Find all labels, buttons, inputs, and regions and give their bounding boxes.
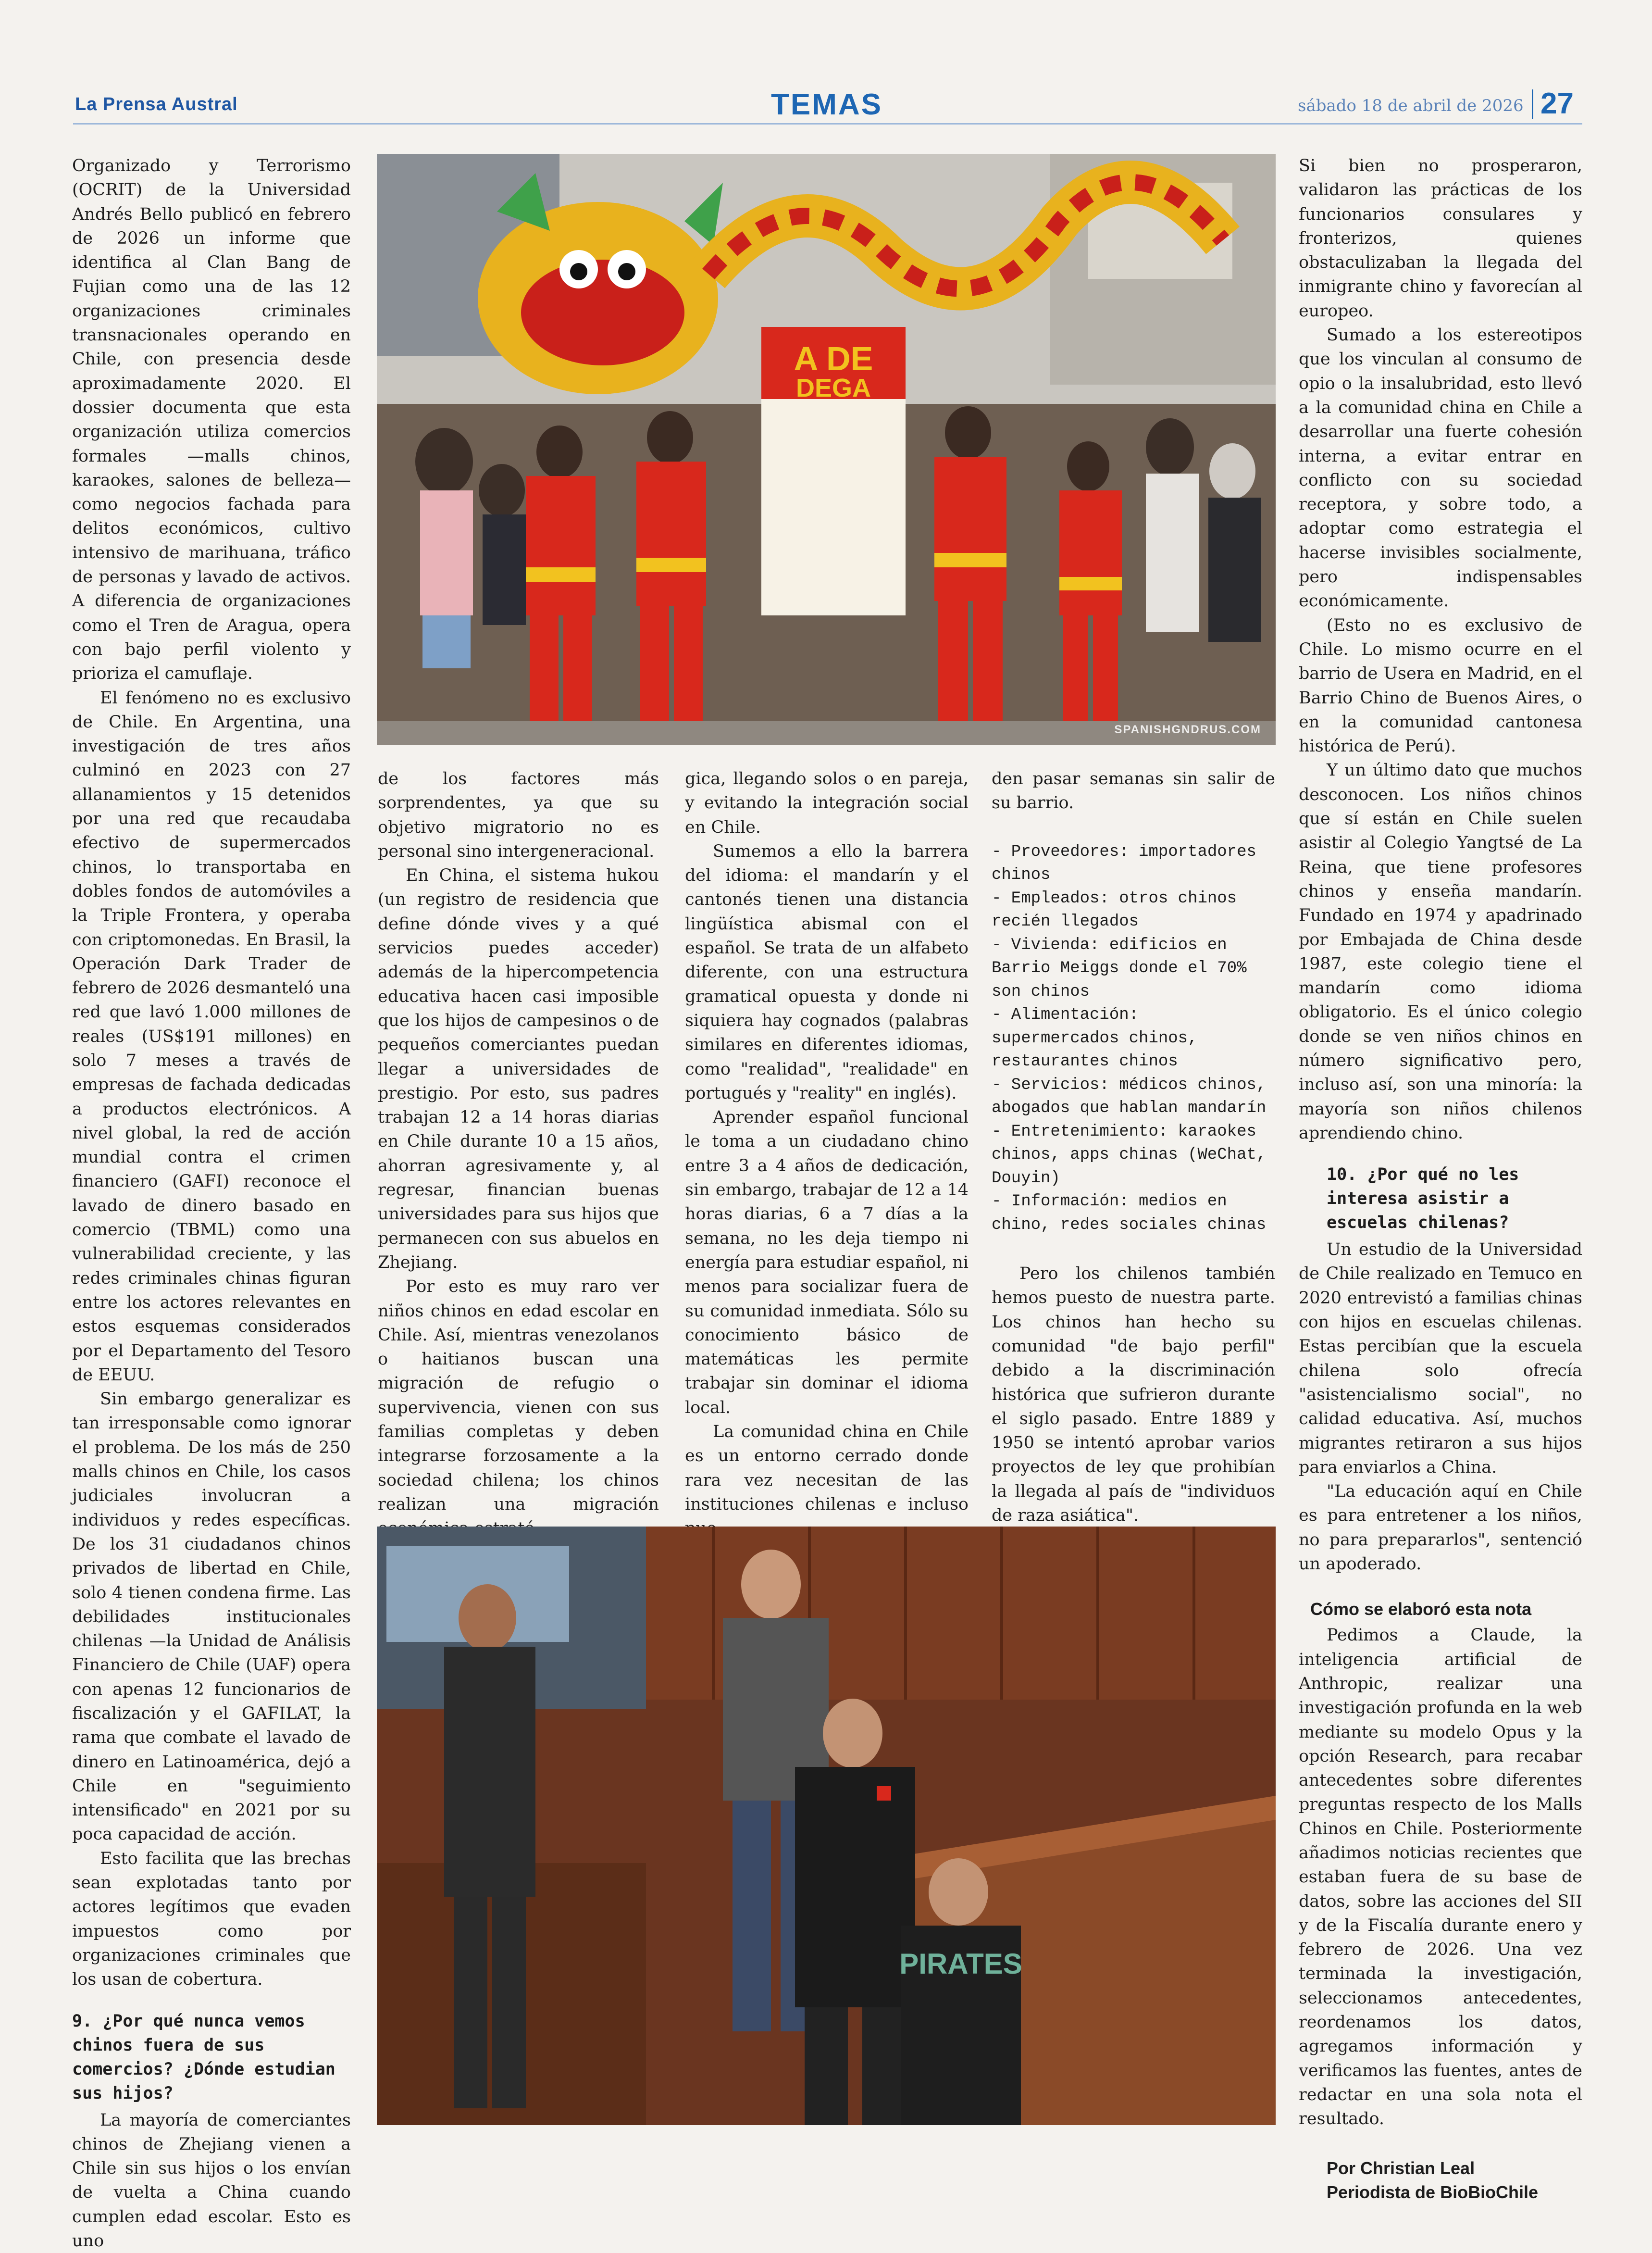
page-number: 27 (1540, 87, 1574, 120)
paragraph: "La educación aquí en Chile es para entretener a los niños, no para prepararlos", sentenció un apoderado. (1299, 1482, 1582, 1574)
paragraph: Sin embargo generalizar es tan irresponsable como ignorar el problema. De los más de 250 malls chinos en Chile, los casos judiciales involucran a individuos y redes específicas. De los 31 ciudadanos chinos privados de libertad en Chile, solo 4 tienen condena firme. Las debilidades institucionales chilenas —la Unidad de Análisis Financiero de Chile (UAF) opera con apenas 12 funcionarios de fiscalización y el GAFILAT, la rama que combate el lavado de dinero en Latinoamérica, dejó a Chile en "seguimiento intensificado" en 2021 por su poca capacidad de acción. (72, 1389, 351, 1844)
community-services-list (992, 840, 1275, 1237)
paragraph: den pasar semanas sin salir de su barrio. (992, 769, 1275, 813)
paragraph: Pero los chilenos también hemos puesto de nuestra parte. Los chinos han hecho su comunidad "de bajo perfil" debido a la discriminación histórica que sufrieron durante el siglo pasado. Entre 1889 y 1950 se intentó aprobar varios proyectos de ley que prohibían la llegada al país de "individuos de raza asiática". (992, 1264, 1275, 1526)
court-scene (377, 1527, 1276, 2125)
column-4 (992, 767, 1275, 1527)
paragraph: Sumado a los estereotipos que los vinculan al consumo de opio o la insalubridad, esto llevó a la comunidad china en Chile a desarrollar una fuerte cohesión interna, a evitar entrar en conflicto con su sociedad receptora, y sobre todo, a adoptar como estrategia el hacerse invisibles socialmente, pero indispensables económicamente. (1299, 325, 1582, 611)
method-box-text: Pedimos a Claude, la inteligencia artificial de Anthropic, realizar una investigación profunda en la web mediante su modelo Opus y la opción Research, para recabar antecedentes sobre diferentes preguntas respecto de los Malls Chinos en Chile. Posteriormente añadimos noticias recientes que estaban fuera de su base de datos, sobre las acciones del SII y de la Fiscalía durante enero y febrero de 2026. Una vez terminada la investigación, seleccionamos antecedentes, reordenamos los datos, agregamos información y verificamos las fuentes, antes de redactar en una sola nota el resultado. (1299, 1626, 1582, 2129)
paragraph: En China, el sistema hukou (un registro de residencia que define dónde vives y a qué servicios puedes acceder) además de la hipercompetencia educativa hacen casi imposible que los hijos de campesinos o de pequeños comerciantes puedan llegar a universidades de prestigio. Por esto, sus padres trabajan 12 a 14 horas diarias en Chile durante 10 a 15 años, ahorran agresivamente y, al regresar, financian buenas universidades para sus hijos que permanecen con sus abuelos en Zhejiang. (378, 866, 659, 1272)
paragraph: Esto facilita que las brechas sean explotadas tanto por actores legítimos que evaden impuestos como por organizaciones criminales que los usan de cobertura. (72, 1849, 351, 1990)
list-item: - Alimentación: supermercados chinos, restaurantes chinos (992, 1006, 1198, 1071)
list-item: - Servicios: médicos chinos, abogados que hablan mandarín (992, 1076, 1267, 1118)
paragraph: de los factores más sorprendentes, ya que su objetivo migratorio no es personal sino intergeneracional. (378, 769, 659, 861)
paragraph: Aprender español funcional le toma a un ciudadano chino entre 3 a 4 años de dedicación, sin embargo, trabajar de 12 a 14 horas diarias, 6 a 7 días a la semana, no les deja tiempo ni energía para estudiar español, ni menos para socializar fuera de su comunidad inmediata. Sólo su conocimiento básico de matemáticas les permite trabajar sin dominar el idioma local. (685, 1108, 969, 1417)
byline-author: Por Christian Leal (1327, 2158, 1475, 2178)
paragraph: Sumemos a ello la barrera del idioma: el mandarín y el cantonés tienen una distancia lingüística abismal con el español. Se trata de un alfabeto diferente, con una estructura gramatical opuesta y donde ni siquiera hay cognados (palabras similares en diferentes idiomas, como "realidad", "realidade" en portugués y "reality" en inglés). (685, 841, 969, 1103)
paragraph: La mayoría de comerciantes chinos de Zhejiang vienen a Chile sin sus hijos o los envían de vuelta a China cuando cumplen edad escolar. Esto es uno (72, 2110, 351, 2251)
shirt-print: PIRATES (899, 1948, 1022, 1980)
column-5 (1299, 154, 1582, 2204)
paragraph: (Esto no es exclusivo de Chile. Lo mismo ocurre en el barrio de Usera en Madrid, en el Barrio Chino de Buenos Aires, o en la comunidad cantonesa histórica de Perú). (1299, 615, 1582, 756)
list-item: - Información: medios en chino, redes sociales chinas (992, 1192, 1267, 1234)
issue-date: sábado 18 de abril de 2026 (1298, 96, 1524, 115)
list-item: - Empleados: otros chinos recién llegados (992, 889, 1237, 931)
list-item: - Entretenimiento: karaokes chinos, apps chinas (WeChat, Douyin) (992, 1122, 1267, 1188)
paragraph: Un estudio de la Universidad de Chile realizado en Temuco en 2020 entrevistó a familias chinas con hijos en escuelas chilenas. Estas percibían que la escuela chilena solo ofrecía "asistencialismo social", no calidad educativa. Así, muchos migrantes retiraron a sus hijos para enviarlos a China. (1299, 1240, 1582, 1477)
paragraph: Y un último dato que muchos desconocen. Los niños chinos que sí están en Chile suelen asistir al Colegio Yangtsé de La Reina, que tiene profesores chinos y enseña mandarín. Fundado en 1974 y apadrinado por Embajada de China desde 1987, este colegio tiene el mandarín como idioma obligatorio. Es el único colegio donde se ven niños chinos en número significativo pero, incluso así, son una minoría: la mayoría son niños chilenos aprendiendo chino. (1299, 761, 1582, 1143)
section-title: TEMAS (771, 88, 882, 121)
festival-scene (377, 154, 1276, 745)
column-1 (72, 154, 351, 2253)
page-number-divider (1532, 89, 1533, 119)
column-2 (378, 767, 659, 1541)
paragraph: gica, llegando solos o en pareja, y evitando la integración social en Chile. (685, 769, 969, 837)
paragraph: Si bien no prosperaron, validaron las prácticas de los funcionarios consulares y fronterizos, quienes obstaculizaban la llegada del inmigrante chino y favorecían al europeo. (1299, 156, 1582, 321)
banner-text: A DE (794, 340, 873, 377)
question-heading-10: 10. ¿Por qué no les interesa asistir a escuelas chilenas? (1327, 1165, 1519, 1233)
byline (1299, 2156, 1582, 2204)
header-rule (73, 123, 1582, 125)
paragraph: El fenómeno no es exclusivo de Chile. En Argentina, una investigación de tres años culminó en 2023 con 27 allanamientos y 15 detenidos por una red que recaudaba efectivo de supermercados chinos, lo transportaba en dobles fondos de automóviles a la Triple Frontera, y operaba con criptomonedas. En Brasil, la Operación Dark Trader de febrero de 2026 desmanteló una red que lavó 1.000 millones de reales (US$191 millones) en solo 7 meses a través de empresas de fachada dedicadas a productos electrónicos. A nivel global, la red de acción mundial contra el crimen financiero (GAFI) reconoce el lavado de dinero basado en comercio (TBML) como una vulnerabilidad creciente, y las redes criminales chinas figuran entre los actores relevantes en estos esquemas considerados por el Departamento del Tesoro de EEUU. (72, 688, 351, 1385)
byline-role: Periodista de BioBioChile (1327, 2182, 1539, 2202)
list-item: - Vivienda: edificios en Barrio Meiggs donde el 70% son chinos (992, 936, 1247, 1001)
paragraph: La comunidad china en Chile es un entorno cerrado donde rara vez necesitan de las instituciones chilenas e incluso (685, 1422, 969, 1514)
masthead-name: La Prensa Austral (75, 94, 238, 114)
svg-text:DEGA: DEGA (795, 374, 871, 402)
list-item: - Proveedores: importadores chinos (992, 842, 1256, 885)
court-photo (377, 1527, 1276, 2125)
method-box-title: Cómo se elaboró esta nota (1310, 1599, 1532, 1619)
photo-credit: SPANISHGNDRUS.COM (1114, 723, 1261, 736)
paragraph: Por esto es muy raro ver niños chinos en edad escolar en Chile. Así, mientras venezolanos o haitianos buscan una migración de refugio o supervivencia, vienen con sus familias completas y deben integrarse forzosamente a la sociedad chilena; los chinos realizan una migración (378, 1277, 659, 1514)
question-heading-9: 9. ¿Por qué nunca vemos chinos fuera de sus comercios? ¿Dónde estudian sus hijos? (72, 2011, 335, 2103)
column-3 (685, 767, 969, 1541)
festival-photo (377, 154, 1276, 745)
paragraph: Organizado y Terrorismo (OCRIT) de la Universidad Andrés Bello publicó en febrero de 2026 un informe que identifica al Clan Bang de Fujian como una de las 12 organizaciones criminales transnacionales operando en Chile, con presencia desde aproximadamente 2020. El dossier documenta que esta organización utiliza comercios formales —malls chinos, karaokes, salones de belleza— como negocios fachada para delitos económicos, cultivo intensivo de marihuana, tráfico de personas y lavado de activos. A diferencia de organizaciones como el Tren de Aragua, opera con bajo perfil violento y prioriza el camuflaje. (72, 156, 351, 684)
